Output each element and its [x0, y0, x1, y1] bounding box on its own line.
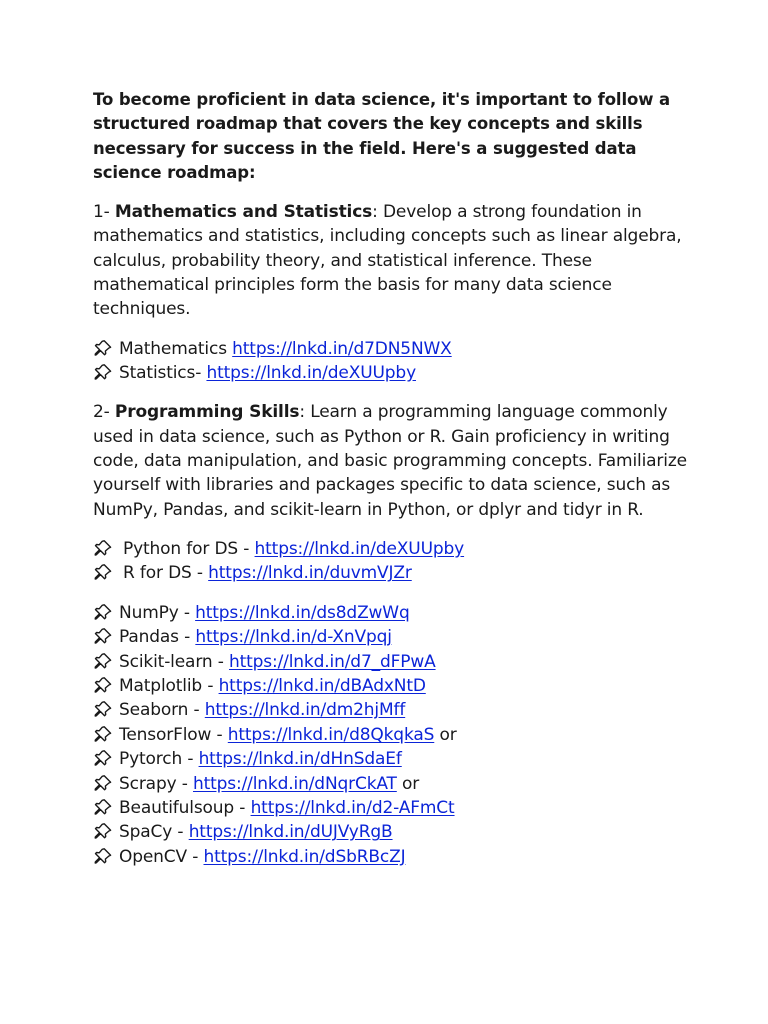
section-body: : Learn a programming language commonly used in data science, such as Python or R. Gain proficiency in writing code, data manipulation, and basic programming concepts. Familiarize yourself with libraries and packages specific to data science, such as NumPy, Pandas, and scikit-learn in Python, or dplyr and tidyr in R.: [93, 402, 687, 520]
link-label: Pandas -: [119, 627, 196, 648]
intro-paragraph: To become proficient in data science, it's important to follow a structured roadmap that covers the key concepts and skills necessary for success in the field. Here's a suggested data science roadmap:: [93, 90, 671, 182]
link-label: NumPy -: [119, 602, 196, 623]
pushpin-icon: [93, 563, 113, 581]
resource-link[interactable]: https://lnkd.in/d7DN5NWX: [232, 338, 452, 359]
resource-link[interactable]: https://lnkd.in/deXUUpby: [206, 363, 416, 384]
library-links-list: [93, 601, 693, 869]
resource-link[interactable]: https://lnkd.in/d2-AFmCt: [250, 798, 455, 819]
link-suffix: or: [396, 773, 420, 794]
link-list-item: [93, 650, 693, 674]
pushpin-icon: [93, 539, 113, 557]
link-list-item: [93, 723, 693, 747]
link-list-item: [93, 537, 693, 561]
resource-link[interactable]: https://lnkd.in/dSbRBcZJ: [203, 846, 406, 867]
link-label: SpaCy -: [119, 822, 189, 843]
section-number: 1-: [93, 202, 115, 223]
resource-link[interactable]: https://lnkd.in/d7_dFPwA: [229, 651, 436, 672]
pushpin-icon: [93, 700, 113, 718]
section-heading: Programming Skills: [114, 402, 300, 423]
pushpin-icon: [93, 798, 113, 816]
section-body: : Develop a strong foundation in mathematics and statistics, including concepts such as linear algebra, calculus, probability theory, and statistical inference. These mathematical principles form the basis for many data science techniques.: [93, 202, 682, 320]
pushpin-icon: [93, 603, 113, 621]
resource-link[interactable]: https://lnkd.in/duvmVJZr: [208, 563, 412, 584]
resource-link[interactable]: https://lnkd.in/dBAdxNtD: [218, 676, 426, 696]
resource-link[interactable]: https://lnkd.in/d8QkqkaS: [227, 724, 435, 745]
pushpin-icon: [93, 339, 113, 357]
document-page: [93, 88, 693, 884]
pushpin-icon: [93, 822, 113, 840]
section-programming-skills: [93, 400, 693, 521]
link-list-item: [93, 845, 693, 869]
link-list-item: [93, 337, 693, 361]
resource-link[interactable]: https://lnkd.in/deXUUpby: [254, 538, 465, 559]
resource-link[interactable]: https://lnkd.in/dm2hjMff: [204, 700, 406, 721]
link-list-item: [93, 796, 693, 820]
link-list-item: [93, 698, 693, 722]
link-label: Mathematics: [119, 338, 233, 359]
link-label: Seaborn -: [119, 700, 205, 721]
link-label: Matplotlib -: [119, 676, 219, 696]
resource-link[interactable]: https://lnkd.in/dHnSdaEf: [198, 749, 402, 770]
resource-link[interactable]: https://lnkd.in/d-XnVpqj: [195, 627, 392, 648]
resource-link[interactable]: https://lnkd.in/ds8dZwWq: [195, 602, 410, 623]
section-heading: Mathematics and Statistics: [114, 202, 373, 223]
resource-link[interactable]: https://lnkd.in/dNqrCkAT: [193, 773, 397, 794]
link-label: OpenCV -: [119, 846, 204, 867]
link-label: Scrapy -: [119, 773, 193, 794]
link-list-item: [93, 601, 693, 625]
pushpin-icon: [93, 363, 113, 381]
language-links-list: [93, 537, 693, 586]
math-links-list: [93, 337, 693, 386]
link-label: Scikit-learn -: [119, 651, 229, 672]
pushpin-icon: [93, 749, 113, 767]
link-suffix: or: [434, 724, 457, 745]
link-list-item: [93, 747, 693, 771]
link-list-item: [93, 772, 693, 796]
pushpin-icon: [93, 847, 113, 865]
section-mathematics-statistics: [93, 200, 693, 321]
link-list-item: [93, 674, 693, 698]
link-list-item: [93, 625, 693, 649]
link-label: TensorFlow -: [119, 724, 228, 745]
link-label: Beautifulsoup -: [119, 798, 251, 819]
link-label: Python for DS -: [123, 538, 255, 559]
link-list-item: [93, 820, 693, 844]
section-number: 2-: [93, 402, 115, 423]
pushpin-icon: [93, 774, 113, 792]
pushpin-icon: [93, 725, 113, 743]
link-list-item: [93, 361, 693, 385]
link-label: Pytorch -: [119, 749, 199, 770]
pushpin-icon: [93, 676, 113, 694]
resource-link[interactable]: https://lnkd.in/dUJVyRgB: [188, 822, 393, 843]
link-label: Statistics-: [119, 363, 207, 384]
link-list-item: [93, 561, 693, 585]
pushpin-icon: [93, 652, 113, 670]
link-label: R for DS -: [123, 563, 209, 584]
pushpin-icon: [93, 627, 113, 645]
